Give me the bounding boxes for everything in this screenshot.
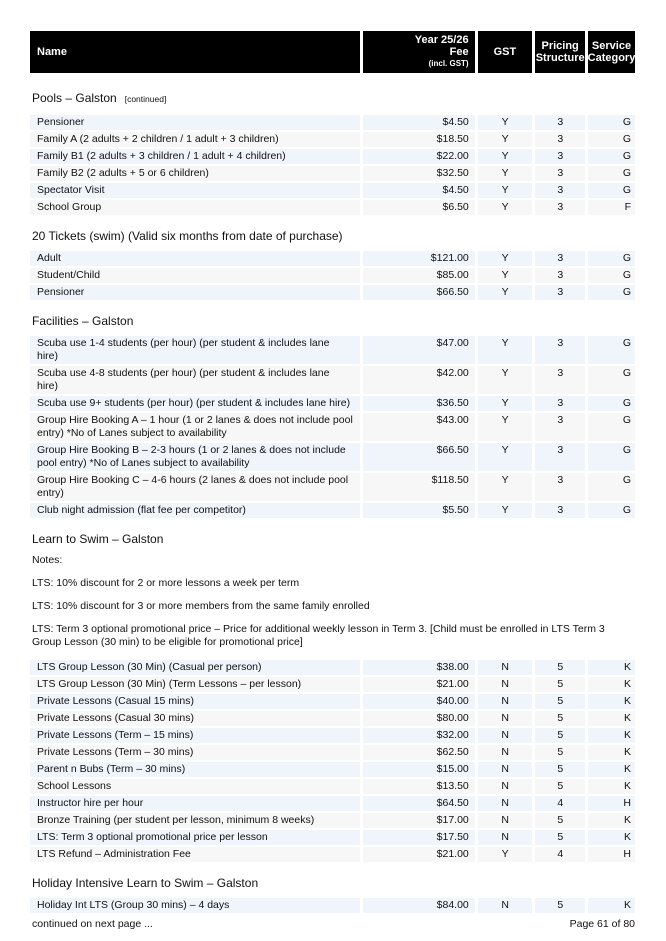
section [30,91,635,215]
row-gst: N [478,796,533,811]
section-note: LTS: 10% discount for 3 or more members from the same family enrolled [32,600,370,612]
row-name: Student/Child [30,268,360,283]
row-pricing-structure: 3 [535,413,585,441]
row-fee: $43.00 [363,413,474,441]
row-gst: N [478,762,533,777]
header-service-category [588,31,635,73]
row-service-category: K [588,728,635,743]
section-title-text: Facilities – Galston [32,314,134,328]
row-fee: $38.00 [363,660,474,675]
row-gst: Y [478,473,533,501]
table-row [30,711,635,726]
header-ps-line1: Pricing [541,40,579,52]
table-row [30,762,635,777]
sections-container [30,91,635,913]
table-row [30,413,635,441]
row-pricing-structure: 3 [535,251,585,266]
row-pricing-structure: 3 [535,200,585,215]
section-title-text: Learn to Swim – Galston [32,532,164,546]
row-pricing-structure: 5 [535,728,585,743]
section [30,314,635,518]
table-row [30,796,635,811]
table-row [30,396,635,411]
row-gst: Y [478,268,533,283]
row-fee: $118.50 [363,473,474,501]
row-fee: $64.50 [363,796,474,811]
row-service-category: G [588,396,635,411]
row-name: School Group [30,200,360,215]
row-fee: $21.00 [363,677,474,692]
section-title [30,876,635,890]
table-row [30,847,635,862]
row-gst: N [478,813,533,828]
header-sc-line2: Category [587,52,636,64]
table-row [30,728,635,743]
section-title-text: 20 Tickets (swim) (Valid six months from date of purchase) [32,229,343,243]
header-fee-line2: Fee [449,46,469,58]
row-pricing-structure: 3 [535,115,585,130]
header-name-label: Name [37,46,67,58]
row-gst: N [478,830,533,845]
row-pricing-structure: 3 [535,336,585,364]
section-title [30,532,635,546]
fee-schedule-page [30,31,635,915]
row-fee: $6.50 [363,200,474,215]
row-gst: N [478,694,533,709]
header-fee-line3: (incl. GST) [428,59,469,68]
header-sc-line1: Service [591,40,632,52]
row-fee: $17.00 [363,813,474,828]
row-gst: Y [478,149,533,164]
footer-page-number: Page 61 of 80 [569,918,635,930]
row-service-category: K [588,813,635,828]
row-name: Instructor hire per hour [30,796,360,811]
row-service-category: G [588,166,635,181]
row-service-category: G [588,251,635,266]
header-gst [478,31,533,73]
section-title [30,91,635,105]
row-service-category: K [588,711,635,726]
row-pricing-structure: 5 [535,745,585,760]
section [30,876,635,913]
row-gst: N [478,779,533,794]
row-service-category: G [588,149,635,164]
section-title-text: Holiday Intensive Learn to Swim – Galston [32,876,259,890]
row-gst: Y [478,115,533,130]
row-fee: $66.50 [363,443,474,471]
section-rows [30,660,635,862]
row-service-category: G [588,336,635,364]
row-gst: Y [478,413,533,441]
row-fee: $40.00 [363,694,474,709]
row-fee: $85.00 [363,268,474,283]
row-gst: Y [478,166,533,181]
row-name: Private Lessons (Casual 15 mins) [30,694,360,709]
row-pricing-structure: 3 [535,149,585,164]
row-name: Group Hire Booking C – 4-6 hours (2 lanes & does not include pool entry) [30,473,360,501]
row-name: Scuba use 4-8 students (per hour) (per student & includes lane hire) [30,366,360,394]
table-row [30,166,635,181]
table-row [30,200,635,215]
row-gst: N [478,660,533,675]
row-gst: Y [478,251,533,266]
row-pricing-structure: 3 [535,166,585,181]
row-gst: Y [478,285,533,300]
row-name: Group Hire Booking A – 1 hour (1 or 2 lanes & does not include pool entry) *No of Lanes subject to availability [30,413,360,441]
section [30,532,635,862]
row-gst: Y [478,132,533,147]
header-pricing-structure [535,31,585,73]
row-fee: $32.50 [363,166,474,181]
row-pricing-structure: 5 [535,762,585,777]
row-pricing-structure: 4 [535,796,585,811]
row-name: LTS Group Lesson (30 Min) (Term Lessons – per lesson) [30,677,360,692]
table-row [30,503,635,518]
section-title [30,229,635,243]
row-gst: Y [478,366,533,394]
row-fee: $4.50 [363,183,474,198]
row-fee: $17.50 [363,830,474,845]
row-fee: $5.50 [363,503,474,518]
table-row [30,268,635,283]
row-gst: Y [478,200,533,215]
section [30,229,635,300]
row-gst: Y [478,503,533,518]
row-fee: $21.00 [363,847,474,862]
table-row [30,473,635,501]
row-service-category: G [588,366,635,394]
section-rows [30,115,635,215]
row-service-category: G [588,183,635,198]
row-pricing-structure: 5 [535,779,585,794]
table-row [30,285,635,300]
row-pricing-structure: 5 [535,694,585,709]
row-pricing-structure: 3 [535,396,585,411]
row-fee: $47.00 [363,336,474,364]
row-service-category: F [588,200,635,215]
row-name: Adult [30,251,360,266]
row-fee: $32.00 [363,728,474,743]
row-pricing-structure: 5 [535,677,585,692]
row-fee: $36.50 [363,396,474,411]
table-row [30,149,635,164]
row-fee: $80.00 [363,711,474,726]
header-fee-line1: Year 25/26 [414,34,469,46]
row-gst: Y [478,336,533,364]
row-name: Family A (2 adults + 2 children / 1 adult + 3 children) [30,132,360,147]
row-pricing-structure: 3 [535,366,585,394]
table-row [30,660,635,675]
row-name: Parent n Bubs (Term – 30 mins) [30,762,360,777]
row-pricing-structure: 3 [535,132,585,147]
row-service-category: G [588,443,635,471]
row-service-category: G [588,268,635,283]
row-gst: N [478,711,533,726]
row-fee: $42.00 [363,366,474,394]
row-name: Scuba use 1-4 students (per hour) (per student & includes lane hire) [30,336,360,364]
row-name: LTS Refund – Administration Fee [30,847,360,862]
row-name: School Lessons [30,779,360,794]
row-pricing-structure: 3 [535,285,585,300]
row-pricing-structure: 3 [535,503,585,518]
row-name: Pensioner [30,285,360,300]
row-name: Private Lessons (Term – 15 mins) [30,728,360,743]
row-pricing-structure: 5 [535,660,585,675]
table-row [30,745,635,760]
row-pricing-structure: 4 [535,847,585,862]
row-gst: Y [478,847,533,862]
table-row [30,813,635,828]
row-fee: $4.50 [363,115,474,130]
row-service-category: K [588,830,635,845]
row-name: Holiday Int LTS (Group 30 mins) – 4 days [30,898,360,913]
row-service-category: K [588,762,635,777]
table-row [30,336,635,364]
row-gst: N [478,898,533,913]
row-name: LTS: Term 3 optional promotional price per lesson [30,830,360,845]
row-fee: $15.00 [363,762,474,777]
row-fee: $66.50 [363,285,474,300]
row-pricing-structure: 5 [535,813,585,828]
table-row [30,779,635,794]
row-name: Family B1 (2 adults + 3 children / 1 adult + 4 children) [30,149,360,164]
row-service-category: G [588,473,635,501]
row-fee: $18.50 [363,132,474,147]
row-service-category: K [588,898,635,913]
row-service-category: G [588,285,635,300]
section-note: Notes: [32,554,63,566]
row-pricing-structure: 3 [535,473,585,501]
row-service-category: K [588,677,635,692]
row-name: Private Lessons (Casual 30 mins) [30,711,360,726]
row-pricing-structure: 3 [535,443,585,471]
row-fee: $121.00 [363,251,474,266]
row-fee: $84.00 [363,898,474,913]
row-service-category: H [588,796,635,811]
row-service-category: G [588,132,635,147]
section-title [30,314,635,328]
section-rows [30,336,635,518]
section-rows [30,251,635,300]
table-row [30,677,635,692]
row-pricing-structure: 3 [535,183,585,198]
row-pricing-structure: 3 [535,268,585,283]
row-pricing-structure: 5 [535,711,585,726]
table-row [30,898,635,913]
row-name: Private Lessons (Term – 30 mins) [30,745,360,760]
row-service-category: K [588,660,635,675]
table-row [30,132,635,147]
table-header [30,31,635,73]
row-name: Group Hire Booking B – 2-3 hours (1 or 2 lanes & does not include pool entry) *No of Lanes subject to availability [30,443,360,471]
row-name: Spectator Visit [30,183,360,198]
row-pricing-structure: 5 [535,830,585,845]
table-row [30,694,635,709]
table-row [30,366,635,394]
row-service-category: K [588,745,635,760]
row-name: LTS Group Lesson (30 Min) (Casual per person) [30,660,360,675]
row-gst: N [478,728,533,743]
header-name [30,31,360,73]
header-fee [363,31,474,73]
table-row [30,830,635,845]
row-service-category: G [588,413,635,441]
row-service-category: H [588,847,635,862]
row-service-category: K [588,694,635,709]
row-service-category: K [588,779,635,794]
row-name: Pensioner [30,115,360,130]
row-gst: N [478,677,533,692]
row-name: Club night admission (flat fee per competitor) [30,503,360,518]
section-title-text: Pools – Galston [32,91,117,105]
table-row [30,183,635,198]
row-fee: $22.00 [363,149,474,164]
section-continued-label: [continued] [124,94,167,104]
section-note: LTS: Term 3 optional promotional price – Price for additional weekly lesson in Term 3. [Child must be enrolled in LTS Term 3 Group Lesson (30 min) to be eligible for promotional price] [32,623,605,648]
row-name: Family B2 (2 adults + 5 or 6 children) [30,166,360,181]
section-note: LTS: 10% discount for 2 or more lessons a week per term [32,577,300,589]
header-ps-line2: Structure [535,52,585,64]
row-service-category: G [588,115,635,130]
footer-continued: continued on next page ... [32,918,153,930]
table-row [30,115,635,130]
table-row [30,251,635,266]
row-name: Scuba use 9+ students (per hour) (per student & includes lane hire) [30,396,360,411]
row-gst: Y [478,396,533,411]
row-pricing-structure: 5 [535,898,585,913]
row-gst: N [478,745,533,760]
row-gst: Y [478,183,533,198]
row-name: Bronze Training (per student per lesson, minimum 8 weeks) [30,813,360,828]
row-service-category: G [588,503,635,518]
table-row [30,443,635,471]
section-rows [30,898,635,913]
row-fee: $13.50 [363,779,474,794]
row-gst: Y [478,443,533,471]
header-gst-label: GST [493,46,517,58]
row-fee: $62.50 [363,745,474,760]
